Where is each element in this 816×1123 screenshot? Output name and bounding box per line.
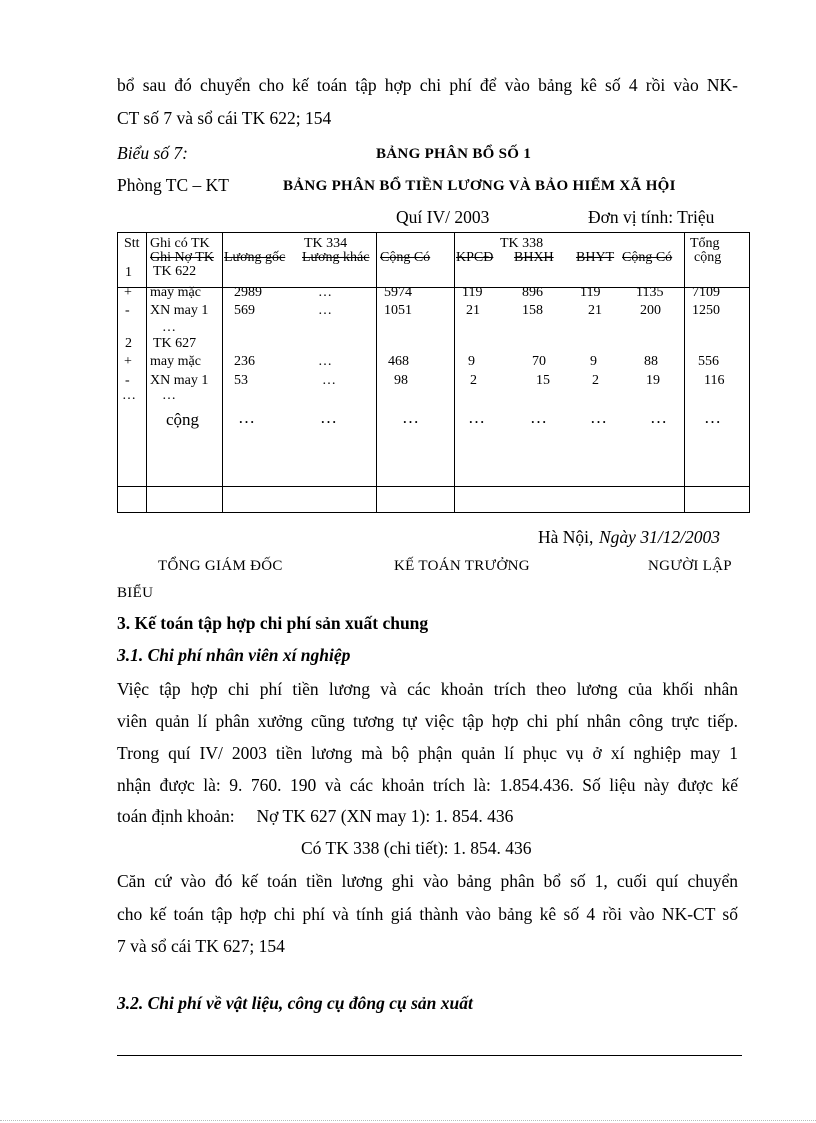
paragraph-line: cho kế toán tập hợp chi phí và tính giá thành vào bảng kê số 4 rồi vào NK-CT số xyxy=(117,904,738,924)
col-divider xyxy=(684,233,685,512)
intro-line-2: CT số 7 và sổ cái TK 622; 154 xyxy=(117,108,332,128)
cell-bhxh: 896 xyxy=(522,285,543,300)
cell-bhyt: 119 xyxy=(580,285,601,300)
paragraph-line: nhận được là: 9. 760. 190 và các khoản trích là: 1.854.436. Số liệu này được kế xyxy=(117,775,738,795)
col-divider xyxy=(376,233,377,512)
cell-bhyt: 2 xyxy=(592,373,599,388)
row-account: XN may 1 xyxy=(150,303,209,318)
cell-luong-khac: … xyxy=(322,373,337,388)
total-tong-cong: … xyxy=(704,408,722,427)
period: Quí IV/ 2003 xyxy=(396,207,490,227)
cell-tong-cong: 116 xyxy=(704,373,725,388)
cell-cong-co-338: 1135 xyxy=(636,285,664,300)
row-stt: - xyxy=(125,373,130,388)
cell-cong-co-338: 88 xyxy=(644,354,658,369)
total-bhyt: … xyxy=(590,408,608,427)
cell-kpcd: 9 xyxy=(468,354,475,369)
row-stt: 1 xyxy=(125,265,132,280)
cell-kpcd: 119 xyxy=(462,285,483,300)
cell-luong-khac: … xyxy=(318,285,333,300)
cell-luong-goc: 569 xyxy=(234,303,255,318)
header-bhxh: BHXH xyxy=(514,250,554,265)
row-account: TK 627 xyxy=(153,336,197,351)
row-account: … xyxy=(162,320,177,335)
form-subtitle: BẢNG PHÂN BỔ TIỀN LƯƠNG VÀ BẢO HIỂM XÃ HỘI xyxy=(283,178,676,194)
cell-bhyt: 21 xyxy=(588,303,602,318)
row-account: … xyxy=(162,388,177,403)
cell-bhxh: 158 xyxy=(522,303,543,318)
total-label: cộng xyxy=(166,410,200,429)
col-divider xyxy=(222,233,223,512)
signature-preparer-cont: BIỂU xyxy=(117,585,154,601)
allocation-table xyxy=(117,232,750,513)
paragraph-line: 7 và sổ cái TK 627; 154 xyxy=(117,936,285,956)
row-stt: + xyxy=(124,354,132,369)
subsection-title: 3.1. Chi phí nhân viên xí nghiệp xyxy=(117,645,351,665)
total-kpcd: … xyxy=(468,408,486,427)
header-ghi-no: Ghi Nợ TK xyxy=(150,250,214,265)
header-tong: Tổng xyxy=(690,236,720,251)
cell-luong-khac: … xyxy=(318,354,333,369)
footer-divider xyxy=(118,486,749,487)
footer-rule xyxy=(117,1055,742,1056)
total-cong-co-334: … xyxy=(402,408,420,427)
cell-bhxh: 15 xyxy=(536,373,550,388)
total-bhxh: … xyxy=(530,408,548,427)
department: Phòng TC – KT xyxy=(117,175,229,195)
date-city: Hà Nội, xyxy=(538,527,594,547)
intro-line-1: bổ sau đó chuyển cho kế toán tập hợp chi phí để vào bảng kê số 4 rồi vào NK- xyxy=(117,75,738,95)
header-luong-khac: Lương khác xyxy=(302,250,370,265)
row-account: XN may 1 xyxy=(150,373,209,388)
header-cong-co-338: Cộng Có xyxy=(622,250,673,265)
paragraph-line: toán định khoản: Nợ TK 627 (XN may 1): 1. 854. 436 xyxy=(117,806,514,826)
row-account: may mặc xyxy=(150,285,201,300)
unit: Đơn vị tính: Triệu xyxy=(588,207,715,227)
paragraph-line: viên quản lí phân xưởng cũng tương tự việc tập hợp chi phí nhân công trực tiếp. xyxy=(117,711,738,731)
row-account: TK 622 xyxy=(153,264,197,279)
cell-cong-co-338: 19 xyxy=(646,373,660,388)
form-label: Biểu số 7: xyxy=(117,143,188,163)
cell-cong-co-338: 200 xyxy=(640,303,661,318)
header-tk334: TK 334 xyxy=(304,236,348,251)
paragraph-line: Việc tập hợp chi phí tiền lương và các khoản trích theo lương của khối nhân xyxy=(117,679,738,699)
cell-cong-co-334: 468 xyxy=(388,354,409,369)
paragraph-line: Trong quí IV/ 2003 tiền lương mà bộ phận quản lí phục vụ ở xí nghiệp may 1 xyxy=(117,743,738,763)
total-cong-co-338: … xyxy=(650,408,668,427)
page-edge xyxy=(0,1120,816,1121)
cell-tong-cong: 7109 xyxy=(692,285,720,300)
cell-kpcd: 21 xyxy=(466,303,480,318)
date-value: Ngày 31/12/2003 xyxy=(599,527,721,547)
header-bhyt: BHYT xyxy=(576,250,615,265)
cell-bhxh: 70 xyxy=(532,354,546,369)
cell-cong-co-334: 98 xyxy=(394,373,408,388)
row-account: may mặc xyxy=(150,354,201,369)
cell-luong-goc: 53 xyxy=(234,373,248,388)
header-cong: cộng xyxy=(694,250,722,265)
col-divider xyxy=(454,233,455,512)
signature-preparer: NGƯỜI LẬP xyxy=(648,558,732,574)
cell-cong-co-334: 5974 xyxy=(384,285,412,300)
header-kpcd: KPCĐ xyxy=(456,250,494,265)
row-stt: + xyxy=(124,285,132,300)
cell-tong-cong: 556 xyxy=(698,354,719,369)
cell-luong-khac: … xyxy=(318,303,333,318)
cell-cong-co-334: 1051 xyxy=(384,303,412,318)
form-title: BẢNG PHÂN BỔ SỐ 1 xyxy=(376,146,532,162)
row-stt: … xyxy=(122,388,137,403)
total-luong-khac: … xyxy=(320,408,338,427)
header-luong-goc: Lương gốc xyxy=(224,250,286,265)
row-stt: - xyxy=(125,303,130,318)
cell-luong-goc: 2989 xyxy=(234,285,262,300)
total-luong-goc: … xyxy=(238,408,256,427)
paragraph-line: Có TK 338 (chi tiết): 1. 854. 436 xyxy=(301,838,532,858)
section-title: 3. Kế toán tập hợp chi phí sản xuất chung xyxy=(117,613,429,633)
header-tk338: TK 338 xyxy=(500,236,544,251)
header-cong-co-334: Cộng Có xyxy=(380,250,431,265)
cell-tong-cong: 1250 xyxy=(692,303,720,318)
row-stt: 2 xyxy=(125,336,132,351)
col-divider xyxy=(146,233,147,512)
subsection-title: 3.2. Chi phí về vật liệu, công cụ đông cụ sản xuất xyxy=(117,993,473,1013)
cell-bhyt: 9 xyxy=(590,354,597,369)
cell-kpcd: 2 xyxy=(470,373,477,388)
header-stt: Stt xyxy=(124,236,140,251)
header-ghi-co: Ghi có TK xyxy=(150,236,210,251)
signature-chief-accountant: KẾ TOÁN TRƯỞNG xyxy=(394,558,530,574)
paragraph-line: Căn cứ vào đó kế toán tiền lương ghi vào bảng phân bổ số 1, cuối quí chuyển xyxy=(117,871,738,891)
signature-director: TỔNG GIÁM ĐỐC xyxy=(158,558,283,574)
cell-luong-goc: 236 xyxy=(234,354,255,369)
